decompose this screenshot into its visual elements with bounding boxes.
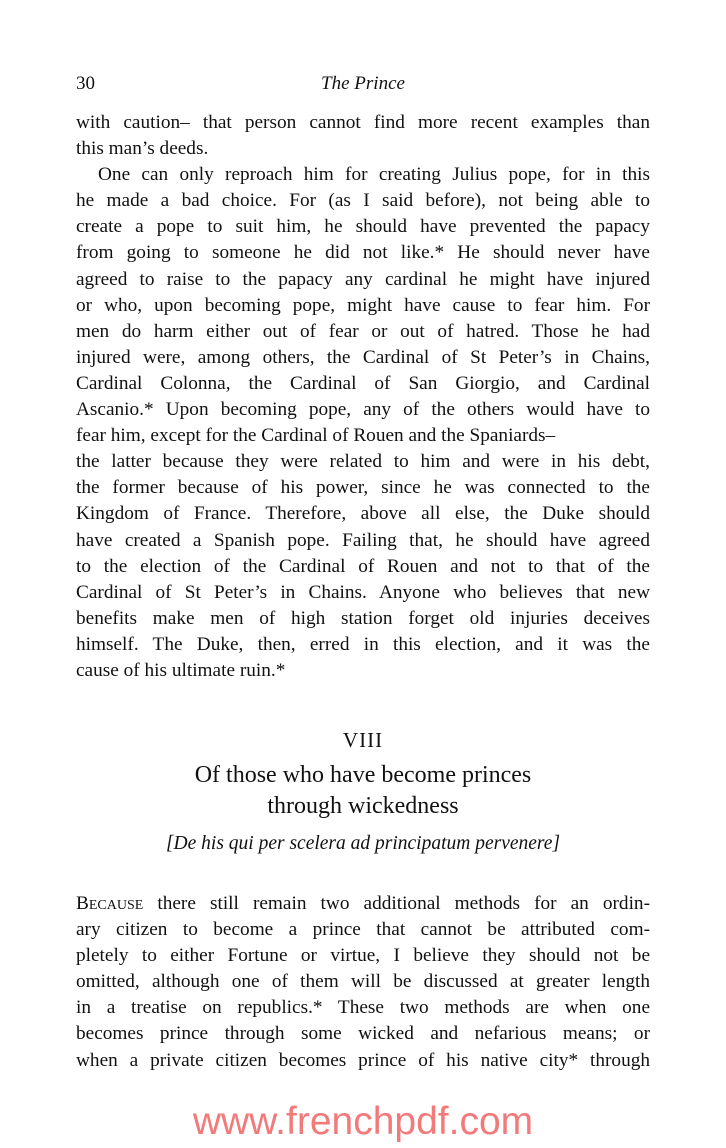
page-number: 30 [76, 73, 95, 94]
text-line: with caution– that person cannot find more recent examples than [76, 112, 650, 133]
text-line: Kingdom of France. Therefore, above all else, the Duke should [76, 503, 650, 525]
text-line: to the election of the Cardinal of Rouen and not to that of the [76, 555, 650, 577]
paragraph-block-2 [76, 891, 650, 1074]
text-line: he made a bad choice. For (as I said before), not being able to [76, 190, 650, 212]
chapter-title-line-1: Of those who have become princes [194, 762, 532, 788]
text-line [76, 891, 650, 917]
text-line: injured were, among others, the Cardinal of St Peter’s in Chains, [76, 346, 650, 368]
running-title: The Prince [321, 73, 405, 94]
chapter-title-line-2: through wickedness [267, 793, 459, 819]
text-line: ary citizen to become a prince that cannot be attributed com- [76, 919, 650, 941]
paragraph-block-1 [76, 110, 650, 684]
chapter-title [0, 760, 726, 822]
text-line: when a private citizen becomes prince of his native city* through [76, 1049, 650, 1071]
text-line: have created a Spanish pope. Failing that, he should have agreed [76, 529, 650, 551]
text-line: in a treatise on republics.* These two methods are when one [76, 997, 650, 1019]
text-line: Cardinal of St Peter’s in Chains. Anyone who believes that new [76, 581, 650, 603]
text-line: Cardinal Colonna, the Cardinal of San Giorgio, and Cardinal [76, 372, 650, 394]
text-line: fear him, except for the Cardinal of Rouen and the Spaniards– [76, 425, 556, 447]
text-line: or who, upon becoming pope, might have cause to fear him. For [76, 294, 650, 316]
text-line: the former because of his power, since he was connected to the [76, 477, 650, 499]
latin-subtitle: [De his qui per scelera ad principatum pervenere] [165, 833, 561, 854]
first-line-text: there still remain two additional methods for an ordin- [143, 893, 650, 914]
text-line: cause of his ultimate ruin.* [76, 659, 286, 681]
text-line: agreed to raise to the papacy any cardinal he might have injured [76, 268, 650, 290]
text-line: this man’s deeds. [76, 138, 209, 160]
watermark: www.frenchpdf.com [192, 1100, 534, 1143]
text-line: One can only reproach him for creating Julius pope, for in this [98, 164, 650, 186]
text-line: create a pope to suit him, he should have prevented the papacy [76, 216, 650, 238]
text-line: pletely to either Fortune or virtue, I believe they should not be [76, 945, 650, 967]
text-line: becomes prince through some wicked and nefarious means; or [76, 1023, 650, 1045]
text-line: Ascanio.* Upon becoming pope, any of the others would have to [76, 399, 650, 421]
text-line: men do harm either out of fear or out of hatred. Those he had [76, 320, 650, 342]
opening-word: Because [76, 893, 144, 914]
text-line: the latter because they were related to him and were in his debt, [76, 451, 650, 473]
text-line: benefits make men of high station forget old injuries deceives [76, 607, 650, 629]
text-line: himself. The Duke, then, erred in this election, and it was the [76, 633, 650, 655]
text-line: from going to someone he did not like.* He should never have [76, 242, 650, 264]
chapter-number: VIII [342, 728, 384, 752]
text-line: omitted, although one of them will be discussed at greater length [76, 971, 650, 993]
